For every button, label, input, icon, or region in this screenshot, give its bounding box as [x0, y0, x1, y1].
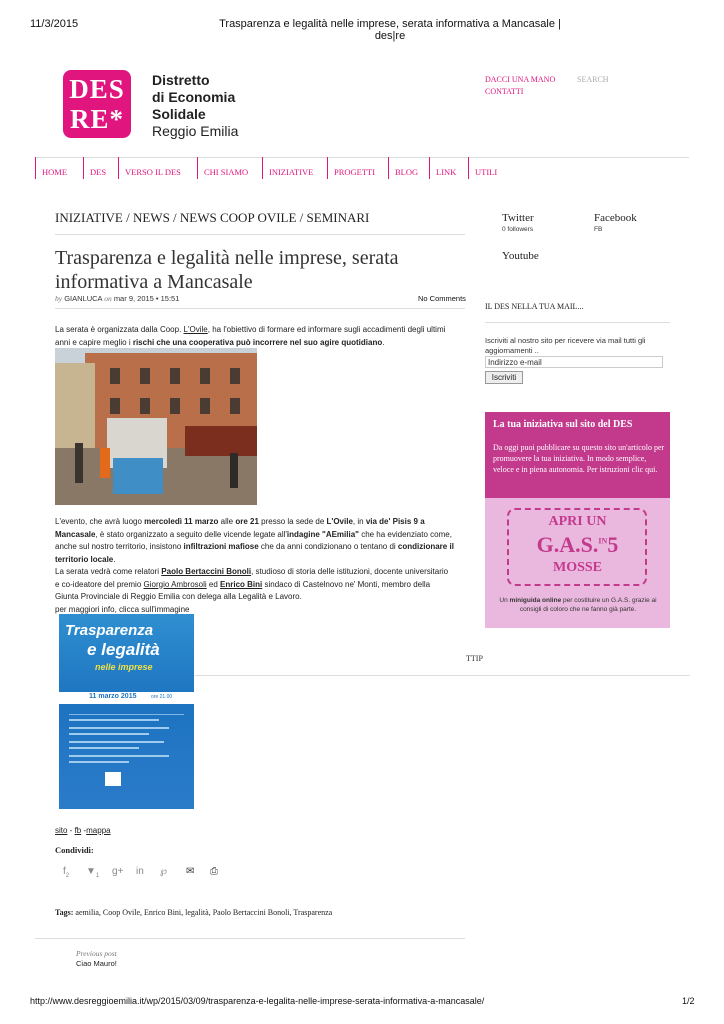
poster-time: ore 21.00	[151, 694, 173, 700]
twitter-share-icon[interactable]: $▼_1$	[86, 866, 100, 879]
mail-widget-divider	[485, 322, 670, 323]
logo-line-1: DES	[69, 74, 125, 104]
stray-ttip-text: TTIP	[466, 654, 483, 663]
post-meta	[55, 294, 179, 303]
previous-post-link[interactable]: Ciao Mauro!	[76, 959, 117, 968]
twitter-widget-label[interactable]: Twitter	[502, 212, 534, 224]
mappa-link[interactable]: mappa	[86, 826, 111, 835]
share-label: Condividi:	[55, 845, 94, 855]
street-scene-image	[55, 348, 257, 505]
event-paragraph: L'evento, che avrà luogo mercoledì 11 marzo alle ore 21 presso la sede de L'Ovile, in via de' Pisis 9 a Mancasale, è stato organizzato a seguito delle vicende legate all'indagine "AEmilia" che ha evidenziato come, anche sul nostro territorio, insistono infiltrazioni mafiose che da anni condizionano o tentano di condizionare il territorio locale. La serata vedrà come relatori Paolo Bertaccini Bonoli, studioso di storia delle istituzioni, docente universitario e co-ideatore del premio Giorgio Ambrosoli ed Enrico Bini sindaco di Castelnovo ne' Monti, membro della Giunta Provinciale di Reggio Emilia con delega alla Legalità e Lavoro. per maggiori info, clicca sull'immagine	[55, 517, 454, 614]
facebook-share-count: 2	[65, 873, 70, 879]
email-field[interactable]: Indirizzo e-mail	[485, 356, 663, 368]
banner-top	[485, 412, 670, 498]
facebook-share-icon[interactable]: $f_2$	[63, 866, 70, 879]
give-hand-link[interactable]: DACCI UNA MANO	[485, 75, 556, 84]
des-re-logo[interactable]	[63, 70, 131, 138]
print-url: http://www.desreggioemilia.it/wp/2015/03/09/trasparenza-e-legalita-nelle-imprese-serata-informativa-a-mancasale/	[30, 996, 485, 1006]
banner-gas-line: G.A.S.$^{IN}$5	[536, 532, 619, 557]
nav-iniziative[interactable]: INIZIATIVE	[262, 157, 327, 179]
logo-line-2: RE*	[69, 104, 124, 134]
nav-link[interactable]: LINK	[429, 157, 468, 179]
tags-divider	[35, 938, 465, 939]
print-page-title: Trasparenza e legalità nelle imprese, serata informativa a Mancasale | des|re	[219, 18, 561, 42]
poster-title-1: Trasparenza	[65, 622, 154, 639]
print-page-number: 1/2	[682, 996, 695, 1006]
pinterest-share-icon[interactable]: ℘	[160, 866, 167, 877]
tags-list[interactable]: aemilia, Coop Ovile, Enrico Bini, legalità, Paolo Bertaccini Bonoli, Trasparenza	[75, 908, 333, 917]
poster-date-band	[59, 692, 194, 704]
speaker-link-bini[interactable]: Enrico Bini	[220, 579, 263, 589]
linkedin-share-icon[interactable]: in	[136, 866, 144, 877]
logo-text-3: Solidale	[152, 106, 206, 122]
post-date: mar 9, 2015 • 15:51	[113, 294, 180, 303]
contacts-link[interactable]: CONTATTI	[485, 87, 524, 96]
email-share-icon[interactable]: ✉	[186, 866, 195, 877]
speaker-link-bertaccini[interactable]: Paolo Bertaccini Bonoli	[161, 567, 252, 576]
nav-blog[interactable]: BLOG	[388, 157, 429, 179]
banner-bottom	[485, 498, 670, 628]
mail-widget-text: Iscriviti al nostro sito per ricevere via mail tutti gli aggiornamenti ..	[485, 336, 646, 355]
sito-link[interactable]: sito	[55, 826, 68, 835]
article-photo	[55, 348, 257, 505]
comments-link[interactable]: No Comments	[418, 294, 466, 303]
event-poster-image[interactable]	[59, 614, 194, 809]
nav-progetti[interactable]: PROGETTI	[327, 157, 388, 179]
twitter-followers: 0 followers	[502, 226, 534, 233]
nav-verso-il-des[interactable]: VERSO IL DES	[118, 157, 197, 179]
poster-title-2: e legalità	[87, 640, 160, 659]
banner-mosse: MOSSE	[552, 560, 602, 575]
twitter-share-count: 1	[95, 873, 100, 879]
main-nav	[35, 157, 509, 179]
mail-widget-title: IL DES NELLA TUA MAIL...	[485, 302, 584, 311]
fb-link[interactable]: fb	[74, 826, 82, 835]
ambrosoli-link[interactable]: Giorgio Ambrosoli	[143, 579, 207, 589]
banner-title: La tua iniziativa sul sito del DES	[493, 419, 633, 430]
breadcrumb-divider	[55, 234, 465, 235]
logo-text-1: Distretto	[152, 72, 210, 88]
post-author[interactable]: GIANLUCA	[64, 294, 103, 303]
tags-row	[55, 908, 332, 917]
ovile-link[interactable]: L'Ovile	[183, 325, 208, 334]
subscribe-button[interactable]: Iscriviti	[485, 371, 523, 384]
nav-chi-siamo[interactable]: CHI SIAMO	[197, 157, 262, 179]
googleplus-share-icon[interactable]: g+	[112, 866, 124, 877]
tags-label: Tags:	[55, 908, 74, 917]
banner-footer-text: Un miniguida online per costituire un G.A.S. grazie ai consigli di coloro che ne fanno già parte.	[499, 597, 657, 613]
meta-on: on	[104, 294, 112, 303]
breadcrumb[interactable]: INIZIATIVE / NEWS / NEWS COOP OVILE / SEMINARI	[55, 210, 370, 225]
nav-home[interactable]: HOME	[35, 157, 83, 179]
print-date: 11/3/2015	[30, 18, 79, 30]
logo-wordmark[interactable]	[152, 72, 238, 140]
poster-ovile-logo	[105, 772, 121, 786]
previous-post-label: Previous post	[76, 949, 117, 958]
logo-text-4: Reggio Emilia	[152, 123, 239, 139]
print-share-icon[interactable]: ⎙	[210, 866, 218, 877]
post-title: Trasparenza e legalità nelle imprese, serata informativa a Mancasale	[55, 247, 399, 293]
meta-divider	[55, 308, 465, 309]
links-row: sito - fb -mappa	[55, 826, 111, 835]
meta-by: by	[55, 294, 63, 303]
facebook-sub: FB	[594, 226, 603, 233]
promo-banner[interactable]	[485, 412, 670, 628]
banner-apri: APRI UN	[548, 514, 607, 529]
search-input[interactable]: SEARCH	[577, 75, 609, 84]
facebook-widget-label[interactable]: Facebook	[594, 212, 637, 224]
overlay-divider	[195, 675, 690, 676]
youtube-widget-label[interactable]: Youtube	[502, 250, 539, 262]
banner-text: Da oggi puoi pubblicare su questo sito un'articolo per promuovere la tua iniziativa. In modo semplice, veloce e in piena autonomia. Per istruzioni clic qui.	[493, 443, 665, 474]
poster-body-text	[69, 714, 184, 785]
poster-date: 11 marzo 2015	[89, 693, 137, 700]
poster-title-3: nelle imprese	[95, 662, 153, 672]
logo-text-2: di Economia	[152, 89, 236, 105]
nav-utili[interactable]: UTILI	[468, 157, 509, 179]
nav-des[interactable]: DES	[83, 157, 118, 179]
intro-paragraph: La serata è organizzata dalla Coop. L'Ovile, ha l'obiettivo di formare ed informare sugli accadimenti degli ultimi anni e capire meglio i rischi che una cooperativa può incorrere nel suo agire quotidiano.	[55, 325, 446, 347]
